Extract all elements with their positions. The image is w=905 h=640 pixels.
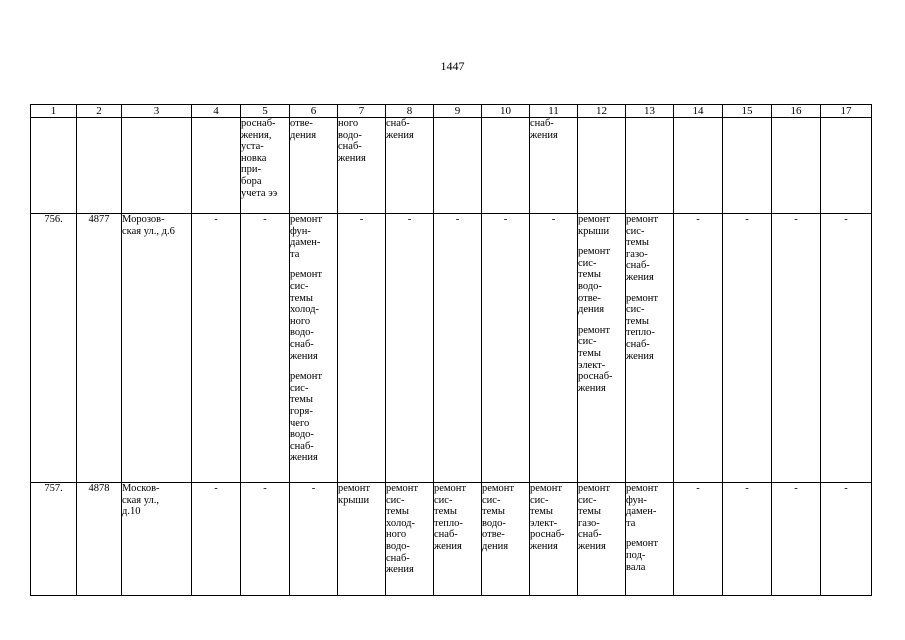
column-header: 16 (772, 105, 821, 118)
work-list (434, 483, 482, 596)
work-item: ремонт сис- темы элект- роснаб- жения (530, 483, 565, 552)
work-item: ремонт фун- дамен- та (290, 214, 323, 260)
work-item: ремонт крыши (338, 483, 371, 506)
table-cell: снаб- жения (386, 118, 434, 214)
work-list (626, 483, 674, 596)
table-cell: - (723, 483, 772, 596)
work-item: ремонт сис- темы элект- роснаб- жения (578, 324, 613, 394)
table-cell: - (434, 214, 482, 483)
table-cell (77, 118, 122, 214)
work-item: ремонт сис- темы водо- отве- дения (578, 246, 611, 316)
table-cell (31, 118, 77, 214)
table-cell (578, 118, 626, 214)
column-header: 14 (674, 105, 723, 118)
table-cell (674, 118, 723, 214)
column-header: 9 (434, 105, 482, 118)
table-cell: - (772, 214, 821, 483)
work-list (530, 483, 578, 596)
column-header: 17 (821, 105, 872, 118)
table-cell: - (674, 214, 723, 483)
table-cell: - (241, 483, 290, 596)
table-cell (482, 118, 530, 214)
column-header: 13 (626, 105, 674, 118)
table-cell: ного водо- снаб- жения (338, 118, 386, 214)
table-row (31, 483, 872, 596)
table-cell: - (723, 214, 772, 483)
table-cell: - (674, 483, 723, 596)
work-item: ремонт сис- темы тепло- снаб- жения (434, 483, 467, 552)
works-table (30, 104, 872, 596)
address: Морозов- ская ул., д.6 (122, 214, 192, 483)
table-cell: - (530, 214, 578, 483)
column-header: 8 (386, 105, 434, 118)
work-list (626, 214, 674, 483)
column-number-row (31, 105, 872, 118)
table-cell (122, 118, 192, 214)
table-cell: - (821, 214, 872, 483)
column-header: 2 (77, 105, 122, 118)
table-cell: - (290, 483, 338, 596)
table-cell: снаб- жения (530, 118, 578, 214)
column-header: 5 (241, 105, 290, 118)
continuation-row (31, 118, 872, 214)
column-header: 7 (338, 105, 386, 118)
column-header: 12 (578, 105, 626, 118)
row-number: 757. (31, 483, 77, 596)
work-item: ремонт сис- темы холод- ного водо- снаб- жения (386, 483, 419, 576)
table-cell: - (821, 483, 872, 596)
column-header: 3 (122, 105, 192, 118)
work-list (338, 483, 386, 596)
table-cell: - (241, 214, 290, 483)
table-row (31, 214, 872, 483)
row-number: 756. (31, 214, 77, 483)
work-item: ремонт сис- темы водо- отве- дения (482, 483, 515, 552)
work-item: ремонт сис- темы газо- снаб- жения (626, 214, 659, 283)
work-item: ремонт сис- темы горя- чего водо- снаб- жения (290, 371, 323, 464)
table-cell (723, 118, 772, 214)
work-list (578, 483, 626, 596)
column-header: 11 (530, 105, 578, 118)
table-cell (192, 118, 241, 214)
table-cell (821, 118, 872, 214)
work-item: ремонт под- вала (626, 538, 659, 573)
work-list (578, 214, 626, 483)
table-cell: - (192, 483, 241, 596)
work-item: ремонт сис- темы холод- ного водо- снаб- жения (290, 269, 323, 362)
table-cell: - (482, 214, 530, 483)
work-list (482, 483, 530, 596)
table-cell: - (192, 214, 241, 483)
table-cell: - (338, 214, 386, 483)
building-id: 4877 (77, 214, 122, 483)
address: Москов- ская ул., д.10 (122, 483, 192, 596)
work-list (290, 214, 338, 483)
work-item: ремонт сис- темы тепло- снаб- жения (626, 292, 659, 362)
work-item: ремонт сис- темы газо- снаб- жения (578, 483, 611, 552)
table-cell (626, 118, 674, 214)
column-header: 10 (482, 105, 530, 118)
building-id: 4878 (77, 483, 122, 596)
table-cell (772, 118, 821, 214)
work-item: ремонт крыши (578, 214, 611, 237)
table-cell: роснаб- жения, уста- новка при- бора учета ээ (241, 118, 290, 214)
column-header: 4 (192, 105, 241, 118)
table-cell: отве- дения (290, 118, 338, 214)
table-cell: - (386, 214, 434, 483)
work-list (386, 483, 434, 596)
column-header: 15 (723, 105, 772, 118)
page-number: 1447 (440, 59, 465, 73)
table-cell: - (772, 483, 821, 596)
column-header: 6 (290, 105, 338, 118)
table-cell (434, 118, 482, 214)
column-header: 1 (31, 105, 77, 118)
work-item: ремонт фун- дамен- та (626, 483, 659, 529)
